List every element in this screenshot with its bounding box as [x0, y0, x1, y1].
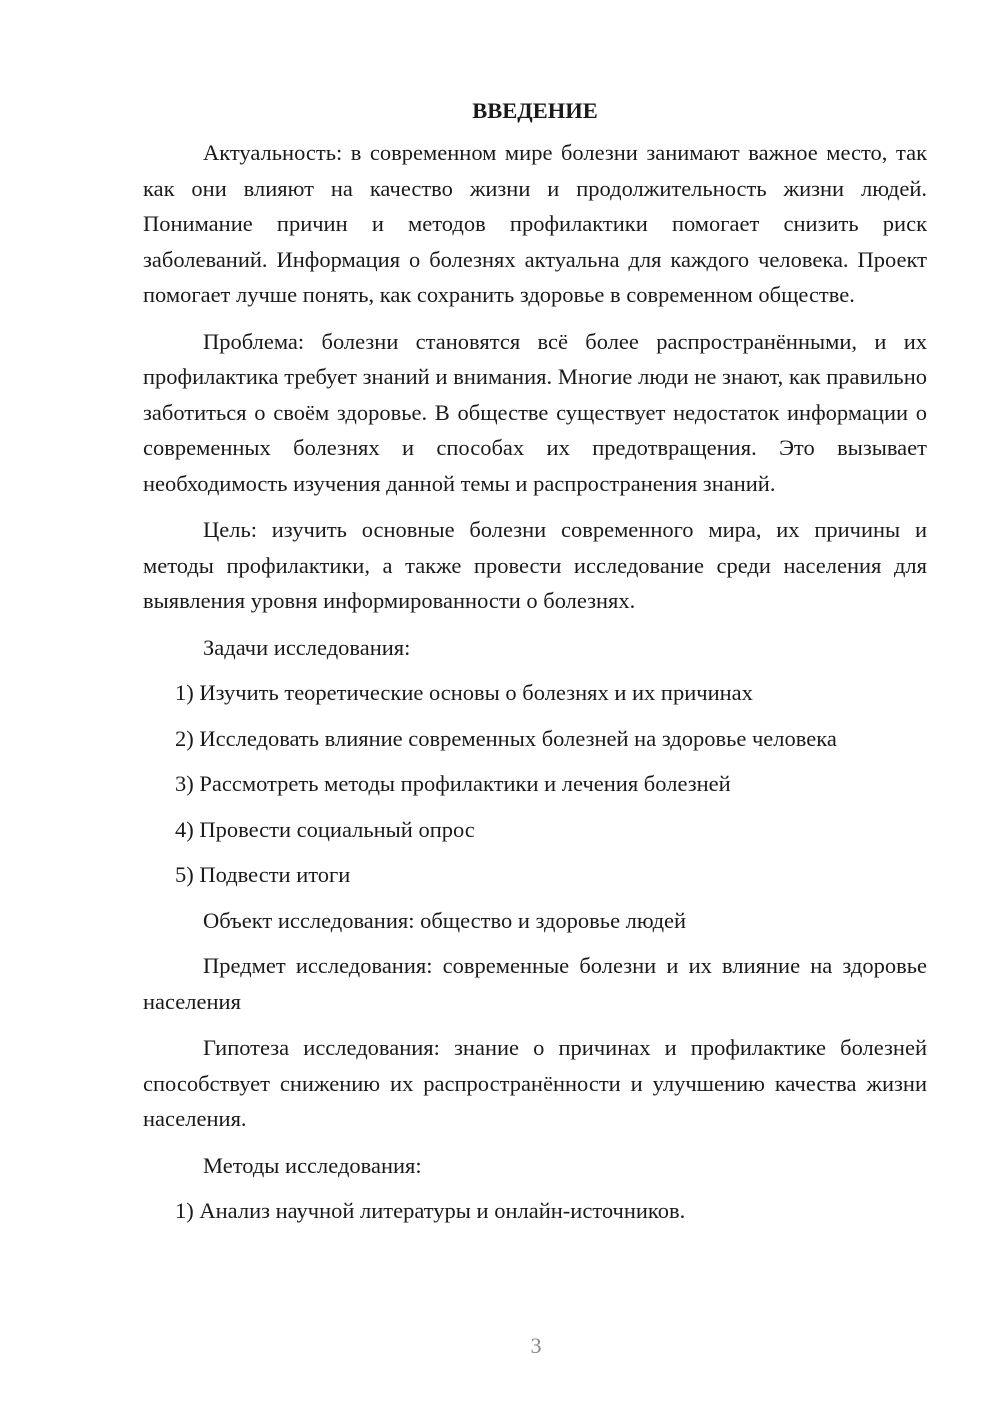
page-title: ВВЕДЕНИЕ — [472, 98, 598, 123]
tasks-list — [143, 675, 927, 893]
object-paragraph: Объект исследования: общество и здоровье людей — [203, 907, 687, 933]
methods-heading: Методы исследования: — [203, 1152, 422, 1178]
method-item: 1) Анализ научной литературы и онлайн-источников. — [175, 1198, 686, 1223]
goal-paragraph: Цель: изучить основные болезни современного мира, их причины и методы профилактики, а также провести исследование среди населения для выявления уровня информированности о болезнях. — [143, 517, 927, 613]
task-item: 2) Исследовать влияние современных болезней на здоровье человека — [175, 725, 837, 751]
methods-list — [143, 1193, 927, 1229]
relevance-paragraph: Актуальность: в современном мире болезни занимают важное место, так как они влияют на качество жизни и продолжительность жизни людей. Понимание причин и методов профилактики помогает снизить риск заболеваний. Информация о болезнях актуальна для каждого человека. Проект помогает лучше понять, как сохранить здоровье в современном обществе. — [143, 140, 927, 307]
task-item: 1) Изучить теоретические основы о болезнях и их причинах — [175, 680, 753, 705]
subject-paragraph: Предмет исследования: современные болезни и их влияние на здоровье населения — [143, 953, 927, 1014]
page-content — [143, 96, 927, 1239]
task-item: 4) Провести социальный опрос — [175, 816, 475, 842]
page-number: 3 — [530, 1333, 542, 1358]
task-item: 3) Рассмотреть методы профилактики и лечения болезней — [175, 771, 731, 796]
tasks-heading: Задачи исследования: — [203, 634, 411, 660]
task-item: 5) Подвести итоги — [175, 862, 351, 887]
problem-paragraph: Проблема: болезни становятся всё более распространёнными, и их профилактика требует знаний и внимания. Многие люди не знают, как правильно заботиться о своём здоровье. В обществе существует недостаток информации о современных болезнях и способах их предотвращения. Это вызывает необходимость изучения данной темы и распространения знаний. — [143, 328, 927, 496]
hypothesis-paragraph: Гипотеза исследования: знание о причинах и профилактике болезней способствует снижению их распространённости и улучшению качества жизни населения. — [143, 1035, 927, 1131]
